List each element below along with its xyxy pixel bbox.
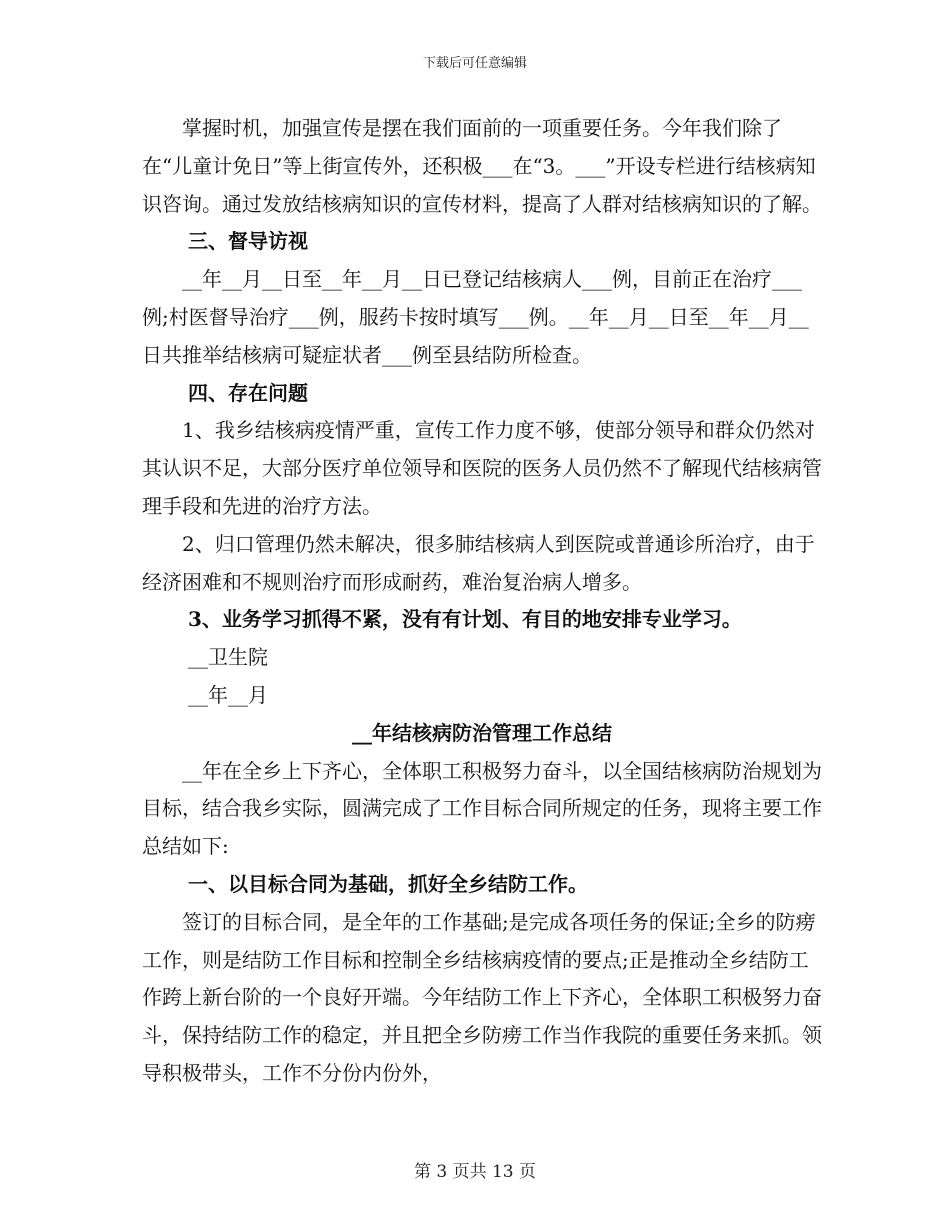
signature-date: __年__月 bbox=[188, 682, 268, 707]
section-heading-problems: 四、存在问题 bbox=[188, 380, 308, 405]
signature-unit: __卫生院 bbox=[188, 645, 268, 670]
paragraph-supervision: __年__月__日至__年__月__日已登记结核病人___例，目前正在治疗___例;村医督导治疗___例，服药卡按时填写___例。__年__月__日至__年__月__日共推举结核病可疑症状者___例至县结防所检查。 bbox=[142, 267, 809, 367]
paragraph-problem-1: 1、我乡结核病疫情严重，宣传工作力度不够，使部分领导和群众仍然对其认识不足，大部分医疗单位领导和医院的医务人员仍然不了解现代结核病管理手段和先进的治疗方法。 bbox=[142, 418, 822, 518]
page-footer: 第 3 页共 13 页 bbox=[413, 1162, 537, 1182]
document-title: __年结核病防治管理工作总结 bbox=[352, 720, 612, 745]
paragraph-summary-intro: __年在全乡上下齐心，全体职工积极努力奋斗，以全国结核病防治规划为目标，结合我乡实际，圆满完成了工作目标合同所规定的任务，现将主要工作总结如下: bbox=[142, 758, 822, 859]
section-heading-supervision: 三、督导访视 bbox=[188, 229, 308, 254]
paragraph-problem-2: 2、归口管理仍然未解决，很多肺结核病人到医院或普通诊所治疗，由于经济困难和不规则治疗而形成耐药，难治复治病人增多。 bbox=[142, 531, 815, 594]
paragraph-target-contract: 签订的目标合同，是全年的工作基础;是完成各项任务的保证;全乡的防痨工作，则是结防工作目标和控制全乡结核病疫情的要点;正是推动全乡结防工作跨上新台阶的一个良好开端。今年结防工作上下齐心，全体职工积极努力奋斗，保持结防工作的稳定，并且把全乡防痨工作当作我院的重要任务来抓。领导积极带头，工作不分份内份外， bbox=[142, 909, 822, 1085]
page-header: 下载后可任意编辑 bbox=[422, 56, 527, 71]
paragraph-problem-3: 3、业务学习抓得不紧，没有有计划、有目的地安排专业学习。 bbox=[188, 607, 742, 632]
paragraph-publicity: 掌握时机，加强宣传是摆在我们面前的一项重要任务。今年我们除了在“儿童计免日”等上街宣传外，还积极___在“3。___”开设专栏进行结核病知识咨询。通过发放结核病知识的宣传材料，提高了人群对结核病知识的了解。 bbox=[142, 116, 822, 216]
section-heading-target-contract: 一、以目标合同为基础，抓好全乡结防工作。 bbox=[188, 871, 588, 896]
document-body bbox=[142, 110, 822, 1093]
